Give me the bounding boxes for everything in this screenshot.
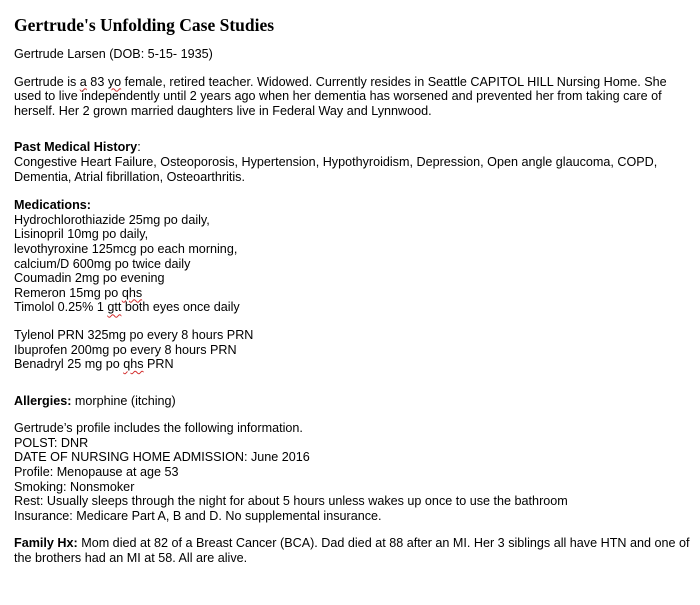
medications-section — [14, 198, 690, 372]
spellcheck-flagged-word[interactable]: qhs — [121, 285, 143, 300]
profile-line: Smoking: Nonsmoker — [14, 479, 135, 494]
spacer — [14, 523, 690, 536]
profile-line: Insurance: Medicare Part A, B and D. No supplemental insurance. — [14, 508, 382, 523]
allergies — [14, 394, 690, 409]
document-title: Gertrude's Unfolding Case Studies — [14, 15, 275, 35]
allergies-text: morphine (itching) — [71, 393, 176, 408]
pmh-text: Congestive Heart Failure, Osteoporosis, Hypertension, Hypothyroidism, Depression, Open angle glaucoma, COPD, Dementia, Atrial fibrillation, Osteoarthritis. — [14, 154, 658, 184]
spellcheck-flagged-word[interactable]: qhs — [123, 357, 144, 372]
intro-text-1: Gertrude is — [14, 74, 80, 89]
intro-paragraph — [14, 75, 690, 119]
profile-line: Profile: Menopause at age 53 — [14, 465, 179, 480]
family-history — [14, 536, 690, 565]
medication-item: calcium/D 600mg po twice daily — [14, 256, 191, 271]
pmh-colon: : — [137, 140, 141, 155]
spellcheck-flagged-word[interactable]: gtt — [107, 300, 122, 315]
prn-medication-item: Ibuprofen 200mg po every 8 hours PRN — [14, 342, 237, 357]
medications-label: Medications: — [14, 198, 91, 213]
medication-text: Timolol 0.25% 1 — [14, 300, 108, 315]
intro-text-3: female, retired teacher. Widowed. Currently resides in Seattle CAPITOL HILL Nursing Home. She used to live independently until 2 years ago when her dementia has worsened and prevented her from taking care of herself. Her 2 grown married daughters live in Federal Way and Lynnwood. — [14, 74, 667, 118]
spacer — [14, 315, 690, 328]
profile-line: Gertrude’s profile includes the following information. — [14, 421, 303, 436]
prn-medication-item — [14, 357, 690, 372]
spacer — [14, 408, 690, 421]
medication-text: both eyes once daily — [121, 300, 240, 315]
medication-item: levothyroxine 125mcg po each morning, — [14, 241, 238, 256]
profile-line: POLST: DNR — [14, 435, 89, 450]
spellcheck-flagged-word[interactable]: yo — [107, 74, 122, 89]
family-history-text: Mom died at 82 of a Breast Cancer (BCA). Dad died at 88 after an MI. Her 3 siblings all have HTN and one of the brothers had an MI at 58. All are alive. — [14, 536, 690, 566]
profile-line: DATE OF NURSING HOME ADMISSION: June 2016 — [14, 450, 310, 465]
allergies-label: Allergies: — [14, 393, 72, 408]
medication-item: Coumadin 2mg po evening — [14, 271, 165, 286]
prn-medication-item: Tylenol PRN 325mg po every 8 hours PRN — [14, 327, 254, 342]
spacer — [14, 118, 690, 140]
spellcheck-flagged-word[interactable]: a — [79, 74, 87, 89]
intro-text-2: 83 — [86, 74, 108, 89]
spacer — [14, 62, 690, 75]
profile-section — [14, 421, 690, 523]
medication-item — [14, 286, 690, 301]
past-medical-history — [14, 140, 690, 184]
profile-line: Rest: Usually sleeps through the night for about 5 hours unless wakes up once to use the bathroom — [14, 494, 568, 509]
document — [14, 15, 690, 566]
medication-text: Remeron 15mg po — [14, 285, 122, 300]
patient-name-dob: Gertrude Larsen (DOB: 5-15- 1935) — [14, 47, 213, 61]
medication-item — [14, 300, 690, 315]
medication-item: Lisinopril 10mg po daily, — [14, 227, 149, 242]
medication-text: PRN — [143, 357, 174, 372]
spacer — [14, 184, 690, 198]
pmh-label: Past Medical History — [14, 140, 138, 155]
medication-item: Hydrochlorothiazide 25mg po daily, — [14, 212, 210, 227]
family-history-label: Family Hx: — [14, 536, 78, 551]
spacer — [14, 372, 690, 394]
medication-text: Benadryl 25 mg po — [14, 357, 124, 372]
